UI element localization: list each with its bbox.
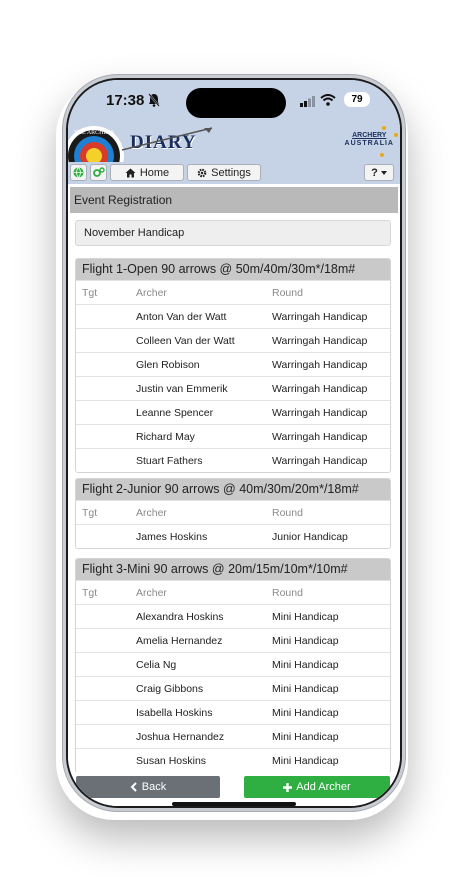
- table-row[interactable]: [76, 676, 390, 700]
- col-archer: Archer: [136, 587, 167, 599]
- row-archer: James Hoskins: [136, 531, 208, 543]
- main-content: [68, 184, 400, 806]
- event-name: November Handicap: [75, 220, 391, 246]
- col-round: Round: [272, 507, 303, 519]
- home-indicator[interactable]: [172, 802, 296, 806]
- col-round: Round: [272, 287, 303, 299]
- table-row[interactable]: [76, 524, 390, 548]
- row-archer: Celia Ng: [136, 659, 177, 671]
- row-archer: Stuart Fathers: [136, 455, 203, 467]
- chevron-left-icon: [130, 782, 137, 792]
- status-bar: [68, 80, 400, 124]
- page-title: Event Registration: [70, 187, 398, 213]
- col-tgt: Tgt: [82, 587, 98, 599]
- gear-icon: [197, 168, 207, 178]
- row-round: Warringah Handicap: [272, 383, 368, 395]
- row-round: Mini Handicap: [272, 611, 339, 623]
- screen: [68, 80, 400, 806]
- col-round: Round: [272, 587, 303, 599]
- table-row[interactable]: [76, 400, 390, 424]
- row-round: Warringah Handicap: [272, 359, 368, 371]
- settings-button[interactable]: [187, 164, 261, 181]
- gears-button[interactable]: [90, 164, 107, 181]
- row-archer: Joshua Hernandez: [136, 731, 225, 743]
- flight-panel-3: [75, 558, 391, 773]
- brand-text: THE ARCHERS: [74, 130, 115, 136]
- globe-icon: [73, 167, 84, 178]
- plus-icon: [283, 783, 292, 792]
- flight-header: Flight 3-Mini 90 arrows @ 20m/15m/10m*/10m#: [76, 559, 390, 580]
- app-title: DIARY: [130, 132, 197, 153]
- table-row[interactable]: [76, 604, 390, 628]
- table-row[interactable]: [76, 328, 390, 352]
- logo-dot-top: [382, 126, 386, 130]
- table-header-row: [76, 280, 390, 304]
- table-row[interactable]: [76, 376, 390, 400]
- back-button[interactable]: [76, 776, 220, 798]
- help-dropdown[interactable]: [364, 164, 394, 181]
- row-archer: Susan Hoskins: [136, 755, 207, 767]
- flight-header: Flight 2-Junior 90 arrows @ 40m/30m/20m*/18m#: [76, 479, 390, 500]
- dynamic-island: [186, 88, 286, 118]
- table-row[interactable]: [76, 304, 390, 328]
- col-archer: Archer: [136, 507, 167, 519]
- table-row[interactable]: [76, 652, 390, 676]
- row-round: Warringah Handicap: [272, 407, 368, 419]
- row-round: Mini Handicap: [272, 635, 339, 647]
- add-archer-label: Add Archer: [296, 781, 351, 793]
- row-archer: Richard May: [136, 431, 195, 443]
- row-round: Warringah Handicap: [272, 311, 368, 323]
- table-row[interactable]: [76, 724, 390, 748]
- wifi-icon: [320, 93, 336, 111]
- flight-panel-2: [75, 478, 391, 549]
- row-archer: Colleen Van der Watt: [136, 335, 235, 347]
- back-label: Back: [141, 781, 167, 793]
- col-tgt: Tgt: [82, 287, 98, 299]
- toolbar: [68, 162, 400, 184]
- row-archer: Justin van Emmerik: [136, 383, 228, 395]
- row-round: Mini Handicap: [272, 755, 339, 767]
- settings-label: Settings: [211, 166, 251, 179]
- home-button[interactable]: [110, 164, 184, 181]
- row-round: Mini Handicap: [272, 683, 339, 695]
- bell-mute-icon: [148, 93, 160, 112]
- archery-australia-logo: ARCHERY AUSTRALIA: [344, 132, 394, 147]
- col-archer: Archer: [136, 287, 167, 299]
- globe-button[interactable]: [70, 164, 87, 181]
- row-archer: Leanne Spencer: [136, 407, 214, 419]
- row-round: Mini Handicap: [272, 731, 339, 743]
- row-round: Mini Handicap: [272, 659, 339, 671]
- table-row[interactable]: [76, 424, 390, 448]
- help-label: ?: [371, 166, 378, 179]
- table-row[interactable]: [76, 628, 390, 652]
- row-round: Mini Handicap: [272, 707, 339, 719]
- logo-dot-bottom: [380, 153, 384, 157]
- row-archer: Isabella Hoskins: [136, 707, 213, 719]
- row-round: Warringah Handicap: [272, 335, 368, 347]
- footer-bar: [68, 772, 400, 806]
- row-archer: Anton Van der Watt: [136, 311, 227, 323]
- flight-panel-1: [75, 258, 391, 473]
- row-round: Warringah Handicap: [272, 455, 368, 467]
- table-header-row: [76, 580, 390, 604]
- battery-indicator: 79: [344, 92, 370, 107]
- gears-icon: [93, 167, 105, 178]
- table-row[interactable]: [76, 700, 390, 724]
- app-banner: [68, 124, 400, 162]
- arrow-icon: [120, 124, 220, 154]
- table-row[interactable]: [76, 748, 390, 772]
- caret-down-icon: [381, 171, 387, 175]
- col-tgt: Tgt: [82, 507, 98, 519]
- row-archer: Glen Robison: [136, 359, 200, 371]
- row-round: Junior Handicap: [272, 531, 348, 543]
- home-label: Home: [139, 166, 170, 179]
- table-row[interactable]: [76, 352, 390, 376]
- status-time: 17:38: [106, 92, 145, 109]
- row-archer: Amelia Hernandez: [136, 635, 223, 647]
- home-icon: [125, 168, 136, 178]
- table-row[interactable]: [76, 448, 390, 472]
- flight-header: Flight 1-Open 90 arrows @ 50m/40m/30m*/18m#: [76, 259, 390, 280]
- table-header-row: [76, 500, 390, 524]
- add-archer-button[interactable]: [244, 776, 390, 798]
- row-archer: Alexandra Hoskins: [136, 611, 224, 623]
- signal-icon: [300, 94, 316, 112]
- row-round: Warringah Handicap: [272, 431, 368, 443]
- logo-dot-right: [394, 133, 398, 137]
- row-archer: Craig Gibbons: [136, 683, 204, 695]
